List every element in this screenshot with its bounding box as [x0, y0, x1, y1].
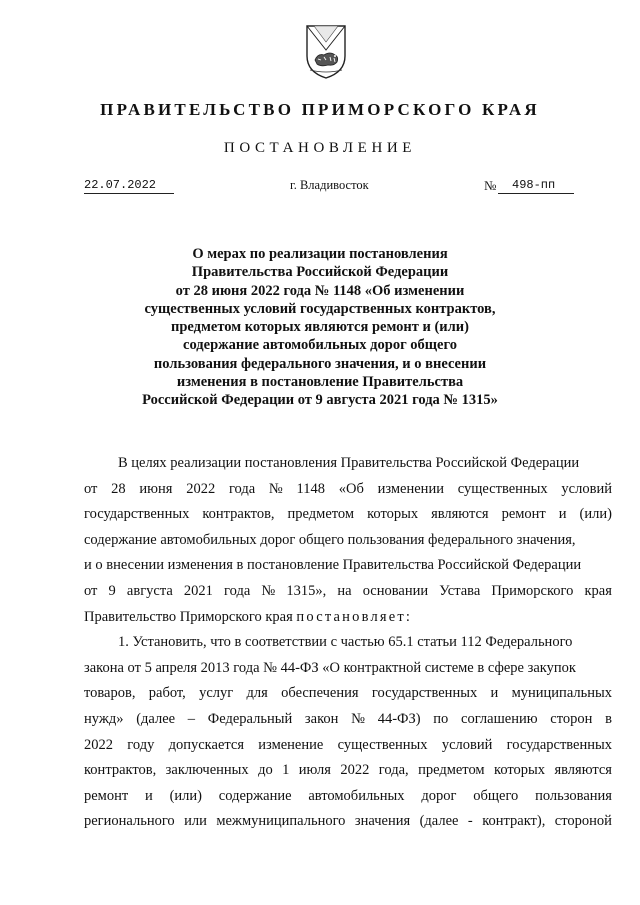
- body-word: товаров,: [84, 685, 136, 702]
- body-word: 9: [108, 582, 116, 599]
- body-word: или: [184, 813, 207, 830]
- body-line: [84, 605, 612, 631]
- body-word: от: [84, 582, 98, 599]
- body-word: 28: [111, 480, 126, 497]
- heading-line: изменения в постановление Правительства: [176, 374, 464, 391]
- body-line: [84, 733, 612, 759]
- body-word: Приморского: [491, 582, 574, 599]
- heading-line: существенных условий государственных контрактов,: [144, 300, 496, 317]
- body-word: автомобильных: [308, 787, 405, 804]
- heading-line: пользования федерального значения, и о внесении: [153, 355, 487, 372]
- body-word: допускается: [168, 736, 244, 753]
- body-word: –: [187, 710, 196, 727]
- body-word: которых: [367, 506, 419, 523]
- body-word: 2021: [183, 582, 213, 599]
- body-word: условий: [441, 736, 493, 753]
- body-word: (далее: [136, 710, 176, 727]
- body-word: и: [558, 506, 567, 523]
- body-word: по: [433, 710, 449, 727]
- body-word: контракт),: [482, 813, 546, 830]
- body-word: стороной: [554, 813, 612, 830]
- heading-line: предметом которых являются ремонт и (или): [171, 319, 469, 336]
- body-word: государственных: [84, 506, 190, 523]
- body-word: (или): [169, 787, 202, 804]
- body-word: июня: [139, 480, 173, 497]
- document-number: 498-пп: [498, 178, 574, 194]
- body-word: работ,: [148, 685, 186, 702]
- body-word: Устава: [439, 582, 481, 599]
- body-word: услуг: [199, 685, 234, 702]
- body-word: предметом: [287, 506, 355, 523]
- body-word: являются: [431, 506, 489, 523]
- body-word: 2022: [340, 762, 370, 779]
- body-line: содержание автомобильных дорог общего пользования федерального значения,: [84, 531, 576, 548]
- body-word: Федеральный: [207, 710, 293, 727]
- body-text: Правительство Приморского края: [84, 608, 297, 625]
- body-word: №: [261, 582, 276, 599]
- body-word: обеспечения: [281, 685, 359, 702]
- body-word: года,: [378, 762, 409, 779]
- body-word: нужд»: [84, 710, 124, 727]
- body-word: контрактов,: [202, 506, 275, 523]
- body-word: государственных: [371, 685, 478, 702]
- body-word: муниципальных: [511, 685, 612, 702]
- body-word: сторон: [550, 710, 593, 727]
- body-word: (или): [579, 506, 612, 523]
- body-line: [84, 477, 612, 503]
- body-word: на: [337, 582, 352, 599]
- body-word: пользования: [535, 787, 612, 804]
- body-line: [84, 707, 612, 733]
- body-word: края: [584, 582, 612, 599]
- body-word: №: [351, 710, 365, 727]
- body-word: (далее: [419, 813, 459, 830]
- body-word: «Об: [338, 480, 364, 497]
- body-word: основании: [362, 582, 429, 599]
- body-line: 1. Установить, что в соответствии с частью 65.1 статьи 112 Федерального: [118, 634, 573, 651]
- body-word: заключенных: [165, 762, 249, 779]
- body-word: регионального: [84, 813, 175, 830]
- body-word: изменение: [258, 736, 324, 753]
- heading-line: от 28 июня 2022 года № 1148 «Об изменении: [175, 282, 465, 299]
- body-word: и: [490, 685, 499, 702]
- body-word: 1148: [296, 480, 325, 497]
- body-word: для: [246, 685, 268, 702]
- government-title: ПРАВИТЕЛЬСТВО ПРИМОРСКОГО КРАЯ: [100, 100, 540, 119]
- document-type: ПОСТАНОВЛЕНИЕ: [223, 140, 417, 156]
- heading-line: Российской Федерации от 9 августа 2021 года № 1315»: [142, 392, 498, 409]
- body-word: июля: [298, 762, 331, 779]
- body-word: соглашению: [461, 710, 538, 727]
- body-line: [84, 579, 612, 605]
- body-word: государственных: [506, 736, 612, 753]
- body-word: изменении: [377, 480, 444, 497]
- body-word: значения: [354, 813, 411, 830]
- body-word: августа: [126, 582, 173, 599]
- body-line: и о внесении изменения в постановление Правительства Российской Федерации: [84, 557, 582, 574]
- body-word: предметом: [418, 762, 485, 779]
- body-word: условий: [561, 480, 612, 497]
- body-word: ремонт: [501, 506, 546, 523]
- coat-of-arms-icon: [304, 22, 348, 80]
- body-word: общего: [473, 787, 519, 804]
- document-date: 22.07.2022: [84, 178, 174, 194]
- body-word: 2022: [84, 736, 113, 753]
- body-word: контрактов,: [84, 762, 157, 779]
- body-word: 1315»,: [286, 582, 327, 599]
- document-heading: [100, 245, 540, 410]
- body-word: межмуниципального: [216, 813, 346, 830]
- document-meta: [0, 178, 640, 200]
- resolution-verb: постановляет:: [296, 608, 413, 625]
- body-word: 2022: [186, 480, 216, 497]
- heading-line: Правительства Российской Федерации: [191, 264, 449, 281]
- body-word: года: [228, 480, 256, 497]
- body-word: до: [258, 762, 273, 779]
- body-line: [84, 681, 612, 707]
- body-word: в: [605, 710, 612, 727]
- body-word: -: [467, 813, 473, 830]
- body-line: [84, 758, 612, 784]
- body-word: и: [145, 787, 153, 804]
- body-word: №: [268, 480, 283, 497]
- body-word: существенных: [457, 480, 548, 497]
- body-word: от: [84, 480, 98, 497]
- body-word: которых: [494, 762, 546, 779]
- body-word: являются: [554, 762, 612, 779]
- body-line: [84, 502, 612, 528]
- body-line: [84, 809, 612, 835]
- body-word: ремонт: [84, 787, 129, 804]
- body-word: года: [224, 582, 251, 599]
- body-line: закона от 5 апреля 2013 года № 44-ФЗ «О контрактной системе в сфере закупок: [84, 659, 576, 676]
- heading-line: содержание автомобильных дорог общего: [183, 337, 457, 354]
- document-city: г. Владивосток: [290, 178, 369, 192]
- body-word: 1: [282, 762, 290, 779]
- body-word: содержание: [218, 787, 292, 804]
- body-word: закон: [304, 710, 339, 727]
- body-line: В целях реализации постановления Правительства Российской Федерации: [118, 455, 580, 471]
- heading-line: О мерах по реализации постановления: [192, 246, 448, 262]
- body-word: существенных: [337, 736, 428, 753]
- body-word: дорог: [421, 787, 457, 804]
- body-line: [84, 784, 612, 810]
- body-word: 44-ФЗ): [377, 710, 421, 727]
- body-word: году: [127, 736, 155, 753]
- document-body: [84, 451, 612, 835]
- number-sign: №: [484, 178, 497, 193]
